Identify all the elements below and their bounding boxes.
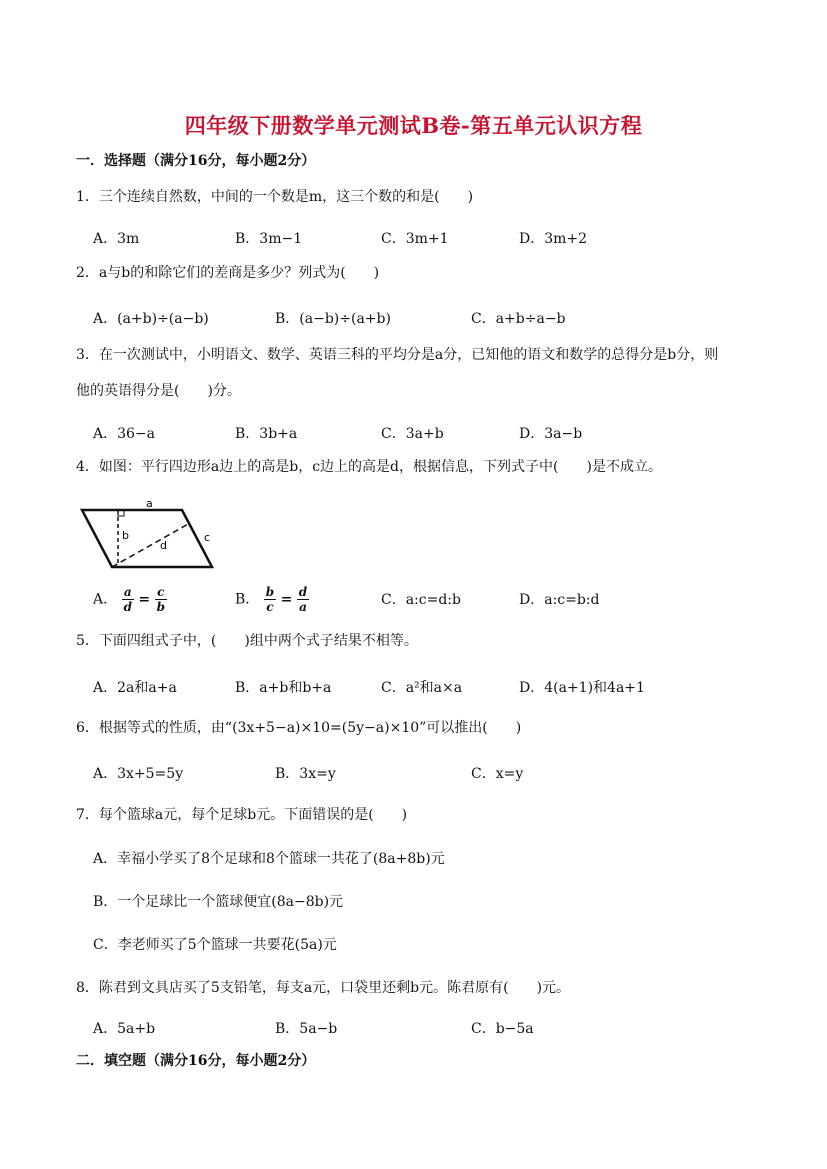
label-a: a: [146, 497, 153, 510]
option-c[interactable]: C．a²和a×a: [381, 680, 463, 696]
question-3-options: [93, 423, 753, 447]
option-d[interactable]: D．3a−b: [519, 426, 583, 442]
denominator: d: [123, 600, 132, 614]
question-7: 7．每个篮球a元，每个足球b元。下面错误的是( ): [76, 807, 408, 823]
question-5: 5．下面四组式子中，( )组中两个式子结果不相等。: [76, 633, 418, 649]
fraction-b-c: [264, 585, 276, 614]
option-b-label: B．: [235, 591, 260, 608]
section-heading-fill: 二．填空题（满分16分，每小题2分）: [76, 1053, 316, 1069]
fraction-a-d: [122, 585, 134, 614]
option-b[interactable]: B．3m−1: [235, 231, 303, 247]
question-8-options: [93, 1018, 753, 1042]
question-1: 1．三个连续自然数，中间的一个数是m，这三个数的和是( ): [76, 189, 474, 205]
option-d[interactable]: D．3m+2: [519, 231, 588, 247]
parallelogram-shape: [82, 510, 212, 567]
numerator: a: [122, 585, 134, 600]
option-a-label: A．: [93, 591, 118, 608]
option-c[interactable]: C．a+b÷a−b: [471, 311, 566, 327]
option-b[interactable]: B．一个足球比一个篮球便宜(8a−8b)元: [93, 894, 344, 910]
option-b[interactable]: B．a+b和b+a: [235, 680, 332, 696]
label-b: b: [122, 529, 129, 542]
option-c[interactable]: C．3a+b: [381, 426, 444, 442]
option-a[interactable]: A．(a+b)÷(a−b): [93, 311, 209, 327]
option-a[interactable]: A．3x+5=5y: [93, 766, 184, 782]
question-6-options: [93, 763, 753, 787]
label-c: c: [204, 531, 211, 544]
option-c[interactable]: C．3m+1: [381, 231, 449, 247]
option-b[interactable]: B． $\frac{b}{c}$ = $\frac{d}{a}$: [235, 585, 308, 614]
question-4-options: [93, 583, 753, 619]
option-b[interactable]: B．5a−b: [275, 1021, 338, 1037]
question-4: 4．如图：平行四边形a边上的高是b，c边上的高是d，根据信息，下列式子中( )是不成立。: [76, 459, 662, 475]
numerator: b: [265, 585, 275, 599]
option-b[interactable]: B．3x=y: [275, 766, 336, 782]
option-a[interactable]: A．2a和a+a: [93, 680, 177, 696]
page-title: 四年级下册数学单元测试B卷-第五单元认识方程: [184, 113, 643, 138]
question-3-line-1: 3．在一次测试中，小明语文、数学、英语三科的平均分是a分，已知他的语文和数学的总得分是b分，则: [76, 347, 719, 363]
question-5-options: [93, 677, 753, 701]
denominator: b: [156, 600, 165, 614]
option-c[interactable]: C．a:c=d:b: [381, 592, 461, 608]
numerator: d: [298, 585, 308, 599]
option-a[interactable]: A．幸福小学买了8个足球和8个篮球一共花了(8a+8b)元: [93, 851, 445, 867]
numerator: c: [155, 585, 167, 600]
fraction-c-b: [155, 585, 167, 614]
option-a[interactable]: A． $\frac{a}{d}$ = $\frac{c}{b}$: [93, 585, 165, 614]
parallelogram-figure: [80, 495, 220, 575]
option-c[interactable]: C．李老师买了5个篮球一共要花(5a)元: [93, 937, 337, 953]
question-3-line-2: 他的英语得分是( )分。: [76, 383, 241, 399]
option-d[interactable]: D．4(a+1)和4a+1: [519, 680, 645, 696]
fraction-d-a: [297, 585, 309, 614]
option-b[interactable]: B．(a−b)÷(a+b): [275, 311, 391, 327]
question-2-options: [93, 308, 753, 332]
question-6: 6．根据等式的性质，由“(3x+5−a)×10=(5y−a)×10”可以推出( ): [76, 720, 522, 736]
option-b[interactable]: B．3b+a: [235, 426, 298, 442]
label-d: d: [160, 539, 167, 552]
option-a[interactable]: A．36−a: [93, 426, 156, 442]
denominator: c: [266, 600, 274, 614]
option-c[interactable]: C．b−5a: [471, 1021, 534, 1037]
question-1-options: [93, 228, 753, 252]
option-d[interactable]: D．a:c=b:d: [519, 592, 600, 608]
option-a[interactable]: A．5a+b: [93, 1021, 156, 1037]
question-8: 8．陈君到文具店买了5支铅笔，每支a元，口袋里还剩b元。陈君原有( )元。: [76, 980, 571, 996]
option-c[interactable]: C．x=y: [471, 766, 524, 782]
section-heading-choice: 一．选择题（满分16分，每小题2分）: [76, 153, 316, 169]
question-2: 2．a与b的和除它们的差商是多少？列式为( ): [76, 265, 380, 281]
option-a[interactable]: A．3m: [93, 231, 140, 247]
denominator: a: [299, 600, 307, 614]
